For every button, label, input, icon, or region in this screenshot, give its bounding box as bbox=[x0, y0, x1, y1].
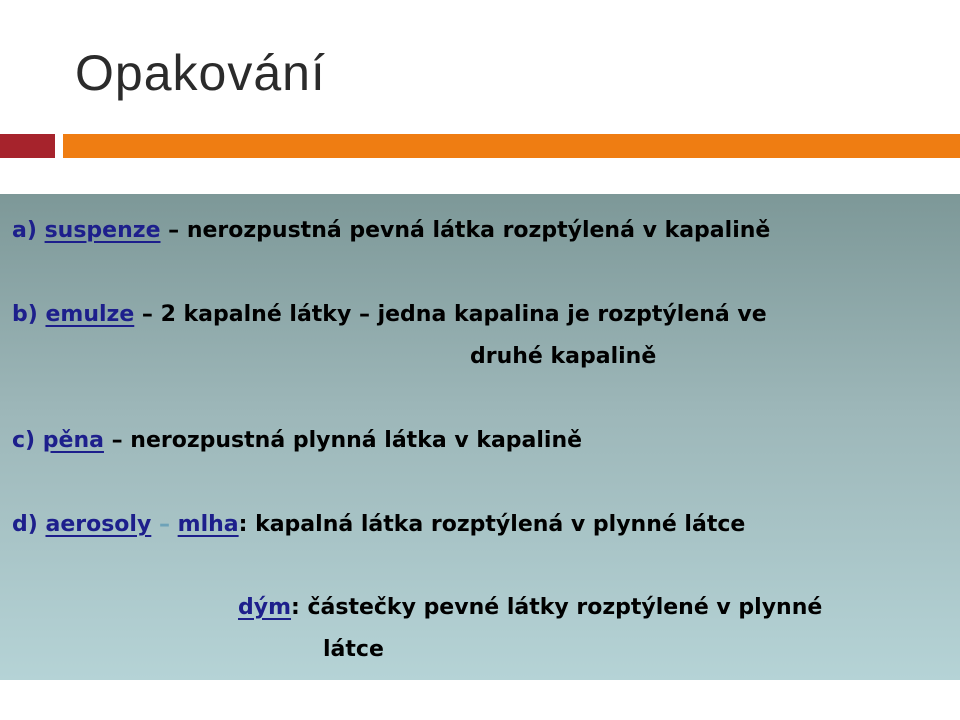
term-aerosoly: aerosoly bbox=[45, 512, 152, 537]
item-definition: – nerozpustná plynná látka v kapalině bbox=[103, 428, 583, 453]
list-item-d-dym bbox=[238, 597, 822, 619]
term-emulze: emulze bbox=[45, 302, 135, 327]
list-item-d bbox=[12, 514, 745, 536]
accent-bar-red bbox=[0, 134, 55, 158]
list-item-d-continuation: látce bbox=[323, 637, 384, 662]
list-item-b-continuation: druhé kapalině bbox=[470, 344, 657, 369]
item-marker: b) bbox=[12, 302, 38, 327]
item-definition: : kapalná látka rozptýlená v plynné látce bbox=[238, 512, 746, 537]
list-item-a bbox=[12, 220, 770, 242]
content-panel bbox=[0, 194, 960, 680]
item-marker: d) bbox=[12, 512, 38, 537]
list-item-c bbox=[12, 430, 582, 452]
item-definition: – nerozpustná pevná látka rozptýlená v kapalině bbox=[160, 218, 771, 243]
term-mlha: mlha bbox=[177, 512, 239, 537]
term-pena: pěna bbox=[42, 428, 104, 453]
term-dym: dým bbox=[238, 595, 292, 620]
item-definition: : částečky pevné látky rozptýlené v plynné bbox=[291, 595, 823, 620]
accent-bar-orange bbox=[63, 134, 960, 158]
list-item-b bbox=[12, 304, 767, 326]
item-marker: a) bbox=[12, 218, 37, 243]
item-definition: – 2 kapalné látky – jedna kapalina je rozptýlená ve bbox=[134, 302, 767, 327]
slide-title: Opakování bbox=[75, 45, 326, 101]
item-marker: c) bbox=[12, 428, 36, 453]
term-suspenze: suspenze bbox=[44, 218, 161, 243]
dash-separator: – bbox=[151, 512, 178, 537]
